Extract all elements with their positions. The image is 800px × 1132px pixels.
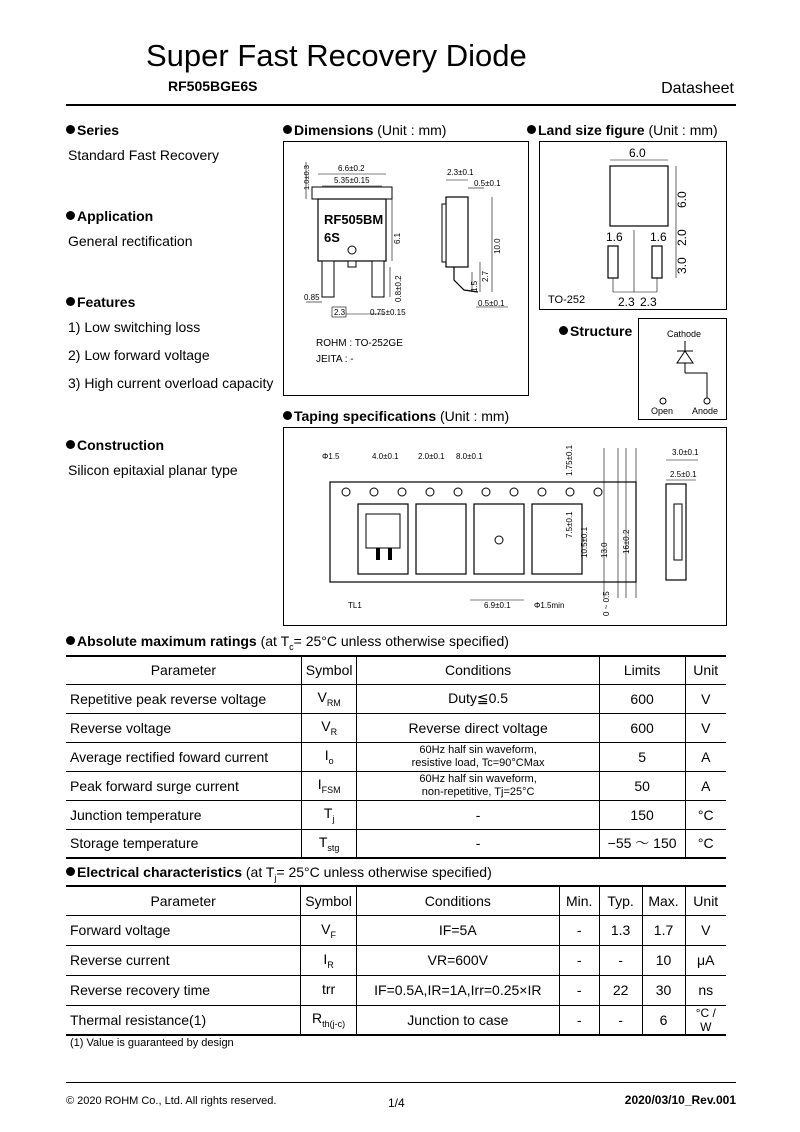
param-cell: Junction temperature xyxy=(66,800,301,829)
land-dim: 1.6 xyxy=(650,230,667,244)
col-header: Limits xyxy=(599,656,685,684)
package-name: TO-252 xyxy=(548,294,586,306)
symbol-cell: $I_o$ xyxy=(301,742,357,771)
param-cell: Reverse recovery time xyxy=(66,975,301,1005)
typ-cell: - xyxy=(599,1005,642,1035)
col-header: Symbol xyxy=(301,656,357,684)
dim-label: 10.0 xyxy=(493,238,502,254)
symbol-cell: $T_{stg}$ xyxy=(301,829,357,858)
tape-dim: Φ1.5min xyxy=(534,601,565,610)
open-label: Open xyxy=(651,406,674,416)
footer-rule xyxy=(66,1082,736,1083)
cathode-label: Cathode xyxy=(667,329,702,339)
dimensions-figure xyxy=(283,141,529,396)
land-dim: 3.0 xyxy=(675,257,689,274)
param-cell: Reverse voltage xyxy=(66,713,301,742)
taping-drawing xyxy=(284,428,726,625)
max-cell: 1.7 xyxy=(642,915,685,945)
dim-label: 6.1 xyxy=(393,232,402,244)
max-cell: 10 xyxy=(642,945,685,975)
jeita-code: JEITA : - xyxy=(316,354,354,365)
col-header: Conditions xyxy=(357,656,599,684)
table-row xyxy=(66,915,726,945)
condition-cell: - xyxy=(357,829,599,858)
land-dim: 2.3 xyxy=(618,295,635,309)
rohm-package-code: ROHM : TO-252GE xyxy=(316,338,403,349)
table-row xyxy=(66,684,726,713)
abs-max-table xyxy=(66,655,726,859)
structure-figure xyxy=(638,318,727,420)
package-marking: 6S xyxy=(324,230,340,245)
tape-dim: 2.5±0.1 xyxy=(670,470,697,479)
unit-cell: A xyxy=(685,771,726,800)
param-cell: Peak forward surge current xyxy=(66,771,301,800)
features-heading: Features xyxy=(66,294,135,310)
limit-cell: 600 xyxy=(599,684,685,713)
table-row xyxy=(66,742,726,771)
min-cell: - xyxy=(559,945,599,975)
footnote: (1) Value is guaranteed by design xyxy=(70,1037,234,1049)
limit-cell: 150 xyxy=(599,800,685,829)
tape-dim: 3.0±0.1 xyxy=(672,448,699,457)
taping-figure xyxy=(283,427,727,626)
land-dim: 6.0 xyxy=(629,146,646,160)
land-heading: Land size figure (Unit : mm) xyxy=(527,122,718,138)
min-cell: - xyxy=(559,915,599,945)
feature-item: 3) High current overload capacity xyxy=(68,375,274,391)
col-header: Unit xyxy=(685,886,726,915)
dim-label: 1.5 xyxy=(470,280,479,292)
unit-cell: μA xyxy=(685,945,726,975)
param-cell: Average rectified foward current xyxy=(66,742,301,771)
land-figure xyxy=(539,141,727,310)
col-header: Unit xyxy=(685,656,726,684)
unit-cell: °C / W xyxy=(685,1005,726,1035)
series-heading: Series xyxy=(66,122,119,138)
max-cell: 6 xyxy=(642,1005,685,1035)
col-header: Typ. xyxy=(599,886,642,915)
dim-label: 2.3±0.1 xyxy=(447,168,474,177)
col-header: Conditions xyxy=(356,886,559,915)
series-text: Standard Fast Recovery xyxy=(68,147,219,163)
table-row xyxy=(66,713,726,742)
application-heading: Application xyxy=(66,208,153,224)
table-row xyxy=(66,975,726,1005)
tape-dim: 0 ~ 0.5 xyxy=(602,591,611,616)
table-row xyxy=(66,771,726,800)
page-number: 1/4 xyxy=(388,1096,405,1110)
unit-cell: °C xyxy=(685,829,726,858)
elec-table xyxy=(66,885,726,1036)
dim-label: 2.7 xyxy=(481,270,490,282)
unit-cell: V xyxy=(685,713,726,742)
symbol-cell: $R_{th(j-c)}$ xyxy=(301,1005,357,1035)
col-header: Max. xyxy=(642,886,685,915)
tape-dim: TL1 xyxy=(348,601,362,610)
col-header: Parameter xyxy=(66,886,301,915)
land-dim: 6.0 xyxy=(675,191,689,208)
table-row xyxy=(66,1005,726,1035)
tape-dim: 13.0 xyxy=(600,542,609,558)
dim-label: 6.6±0.2 xyxy=(338,164,365,173)
condition-cell: IF=0.5A,IR=1A,Irr=0.25×IR xyxy=(356,975,559,1005)
copyright: © 2020 ROHM Co., Ltd. All rights reserved. xyxy=(66,1095,277,1107)
land-dim: 1.6 xyxy=(606,230,623,244)
dim-label: 0.85 xyxy=(304,293,320,302)
dim-label: 0.5±0.1 xyxy=(478,299,505,308)
diode-schematic xyxy=(639,319,726,419)
dim-label: 0.75±0.15 xyxy=(370,308,406,317)
condition-cell: Reverse direct voltage xyxy=(357,713,599,742)
unit-cell: V xyxy=(685,684,726,713)
land-dim: 2.3 xyxy=(640,295,657,309)
col-header: Parameter xyxy=(66,656,301,684)
page-title: Super Fast Recovery Diode xyxy=(146,38,527,73)
dim-label: 2.3 xyxy=(334,308,346,317)
tape-dim: 4.0±0.1 xyxy=(372,452,399,461)
param-cell: Forward voltage xyxy=(66,915,301,945)
header-rule xyxy=(66,104,736,106)
limit-cell: −55 ～ 150 xyxy=(599,829,685,858)
dim-label: 1.0±0.3 xyxy=(302,165,311,190)
tape-dim: 6.9±0.1 xyxy=(484,601,511,610)
typ-cell: - xyxy=(599,945,642,975)
table-row xyxy=(66,945,726,975)
tape-dim: 1.75±0.1 xyxy=(565,444,574,476)
application-text: General rectification xyxy=(68,233,193,249)
condition-cell: IF=5A xyxy=(356,915,559,945)
part-number: RF505BGE6S xyxy=(168,78,258,94)
table-row xyxy=(66,800,726,829)
abs-max-heading: Absolute maximum ratings (at $T_c= 25^\circ C$ unless otherwise specified) xyxy=(66,633,509,652)
package-outline-drawing xyxy=(284,142,528,395)
symbol-cell: $V_R$ xyxy=(301,713,357,742)
condition-cell: Junction to case xyxy=(356,1005,559,1035)
limit-cell: 600 xyxy=(599,713,685,742)
limit-cell: 5 xyxy=(599,742,685,771)
table-row xyxy=(66,829,726,858)
feature-item: 2) Low forward voltage xyxy=(68,347,210,363)
unit-cell: A xyxy=(685,742,726,771)
unit-cell: °C xyxy=(685,800,726,829)
col-header: Min. xyxy=(559,886,599,915)
condition-cell: Duty≦0.5 xyxy=(357,684,599,713)
param-cell: Thermal resistance(1) xyxy=(66,1005,301,1035)
symbol-cell: $I_R$ xyxy=(301,945,357,975)
min-cell: - xyxy=(559,1005,599,1035)
min-cell: - xyxy=(559,975,599,1005)
symbol-cell: trr xyxy=(301,975,357,1005)
revision: 2020/03/10_Rev.001 xyxy=(624,1093,736,1107)
condition-cell: VR=600V xyxy=(356,945,559,975)
tape-dim: 16±0.2 xyxy=(622,529,631,554)
unit-cell: ns xyxy=(685,975,726,1005)
land-dim: 2.0 xyxy=(675,229,689,246)
dim-label: 0.8±0.2 xyxy=(394,275,403,302)
condition-cell: 60Hz half sin waveform, resistive load, Tc=90°CMax xyxy=(357,742,599,771)
tape-dim: 2.0±0.1 xyxy=(418,452,445,461)
package-marking: RF505BM xyxy=(324,212,384,227)
param-cell: Repetitive peak reverse voltage xyxy=(66,684,301,713)
symbol-cell: $I_{FSM}$ xyxy=(301,771,357,800)
tape-dim: 7.5±0.1 xyxy=(565,511,574,538)
symbol-cell: $V_{RM}$ xyxy=(301,684,357,713)
land-pattern-drawing xyxy=(540,142,726,309)
symbol-cell: $V_F$ xyxy=(301,915,357,945)
taping-heading: Taping specifications (Unit : mm) xyxy=(283,408,509,424)
tape-dim: 10.5±0.1 xyxy=(580,526,589,558)
condition-cell: - xyxy=(357,800,599,829)
param-cell: Storage temperature xyxy=(66,829,301,858)
anode-label: Anode xyxy=(692,406,719,416)
dim-label: 0.5±0.1 xyxy=(474,179,501,188)
symbol-cell: $T_j$ xyxy=(301,800,357,829)
doc-type: Datasheet xyxy=(661,80,734,97)
condition-cell: 60Hz half sin waveform, non-repetitive, Tj=25°C xyxy=(357,771,599,800)
param-cell: Reverse current xyxy=(66,945,301,975)
structure-heading: Structure xyxy=(559,323,632,339)
elec-heading: Electrical characteristics (at $T_j= 25^\circ C$ unless otherwise specified) xyxy=(66,864,492,883)
unit-cell: V xyxy=(685,915,726,945)
tape-dim: 8.0±0.1 xyxy=(456,452,483,461)
col-header: Symbol xyxy=(301,886,357,915)
limit-cell: 50 xyxy=(599,771,685,800)
typ-cell: 1.3 xyxy=(599,915,642,945)
tape-dim: Φ1.5 xyxy=(322,452,340,461)
dim-label: 5.35±0.15 xyxy=(334,176,370,185)
construction-text: Silicon epitaxial planar type xyxy=(68,462,238,478)
feature-item: 1) Low switching loss xyxy=(68,319,201,335)
dimensions-heading: Dimensions (Unit : mm) xyxy=(283,122,446,138)
typ-cell: 22 xyxy=(599,975,642,1005)
construction-heading: Construction xyxy=(66,437,164,453)
max-cell: 30 xyxy=(642,975,685,1005)
